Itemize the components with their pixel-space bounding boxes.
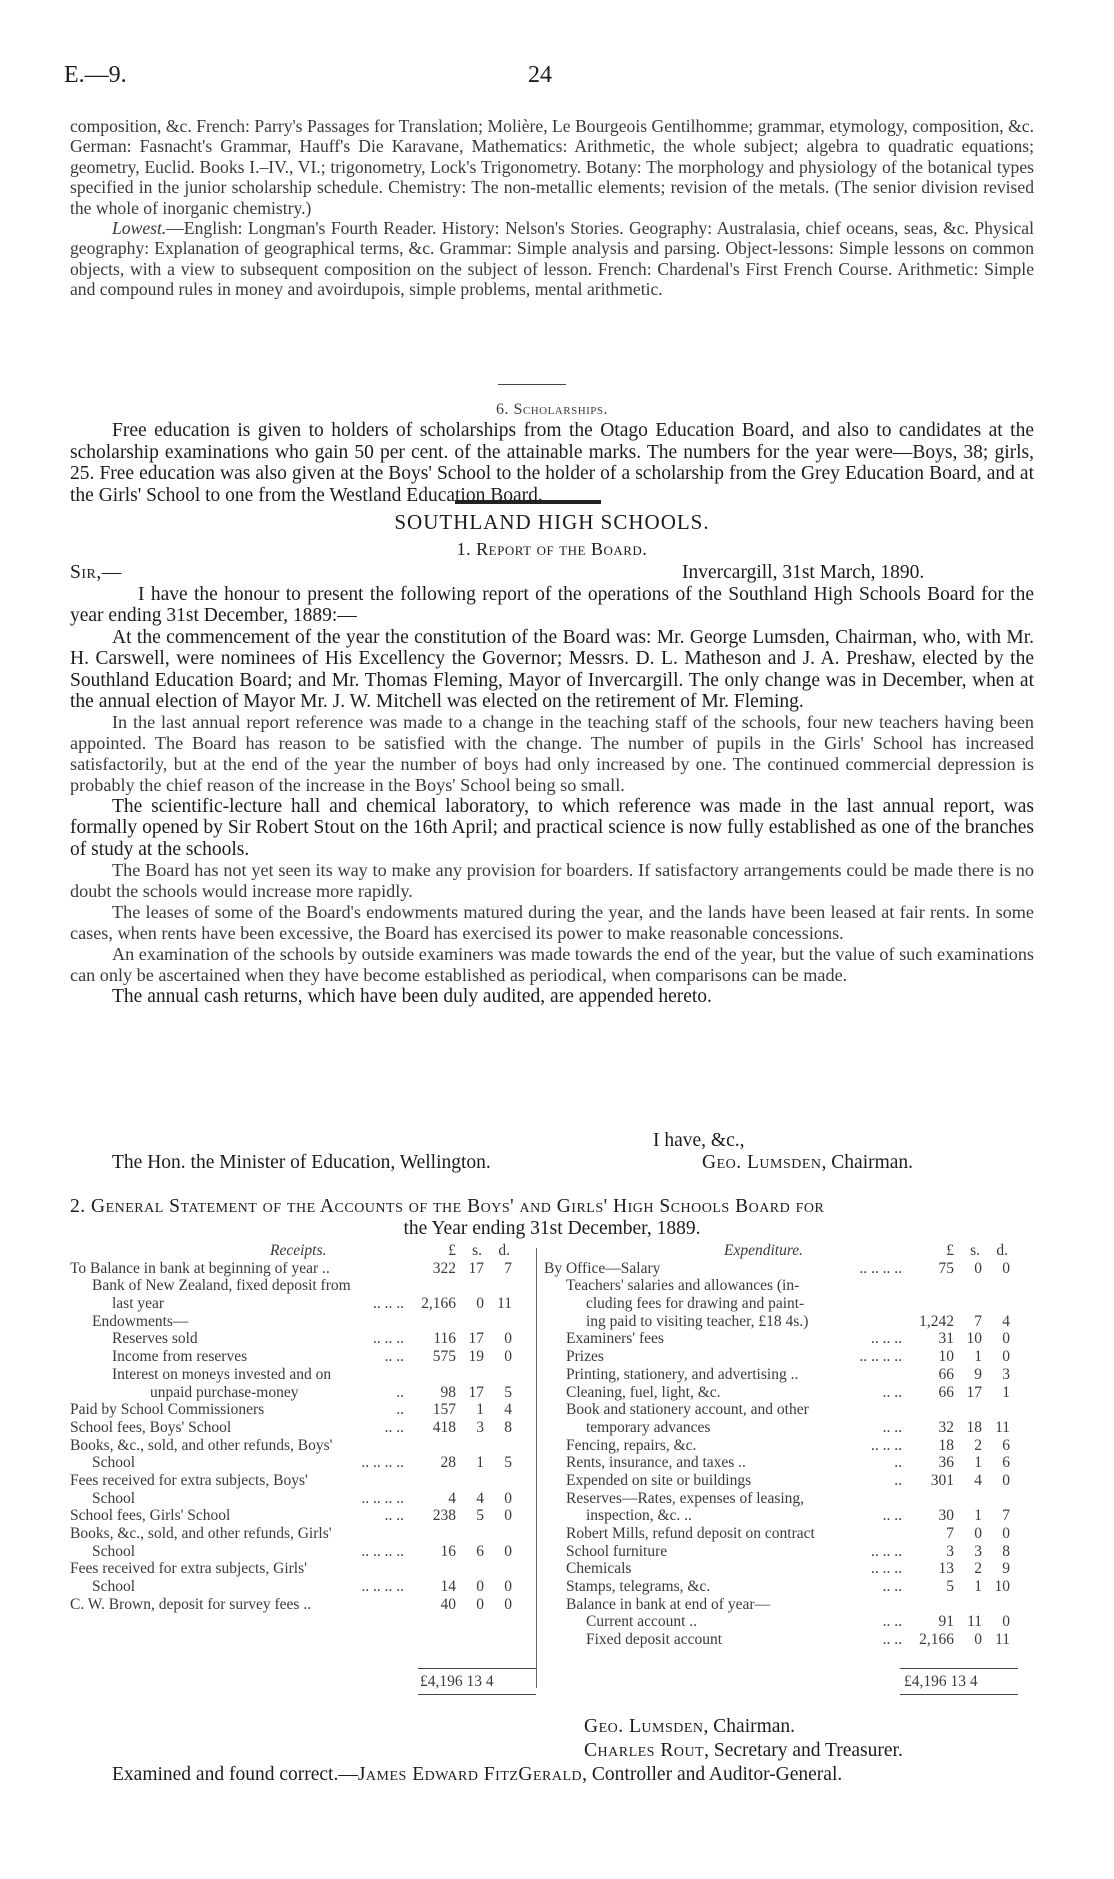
amount-pounds: 30 [938,1507,954,1525]
amount-pounds: 66 [938,1365,954,1383]
row-label: Paid by School Commissioners [70,1401,265,1419]
report-body [70,584,1034,1007]
lowest-label: Lowest. [112,218,167,239]
leader-dots: .. .. [882,1613,902,1631]
row-label: temporary advances [586,1418,711,1436]
leader-dots: .. .. .. [871,1330,902,1348]
row-label: School fees, Girls' School [70,1507,231,1525]
row-label: Endowments— [92,1312,189,1330]
receipts-total-rule [418,1668,536,1669]
row-label: Books, &c., sold, and other refunds, Girls' [70,1525,332,1542]
amount-shillings: 2 [974,1436,982,1454]
table-row [70,1260,540,1278]
amount-pounds: 575 [432,1348,456,1366]
amount-pence: 11 [995,1631,1010,1649]
row-label: School [92,1489,136,1507]
lowest-text: —English: Longman's Fourth Reader. History: Nelson's Stories. Geography: Australasia, chief oceans, seas, &c. Physical geography: Explanation of geographical terms, &c. Grammar: Simple analysis and parsing. Object-lessons: Simple lessons on common objects, with a view to subsequent composition on the subject of lesson. French: Chardenal's First French Course. Arithmetic: Simple and compound rules in money and avoirdupois, simple problems, mental arithmetic. [70,218,1034,300]
otago-curriculum [70,116,1034,300]
amount-shillings: 1 [974,1348,982,1366]
amount-pence: 5 [504,1454,512,1472]
amount-shillings: 3 [974,1542,982,1560]
leader-dots: .. .. .. .. [859,1259,902,1277]
amount-pence: 0 [504,1348,512,1366]
amount-shillings: 1 [476,1401,484,1419]
amount-pounds: 14 [440,1578,456,1596]
row-label: School furniture [566,1542,668,1560]
amount-pounds: 91 [938,1613,954,1631]
expenditure-total-underline [900,1694,1018,1695]
leader-dots: .. .. [384,1348,404,1366]
row-label: Stamps, telegrams, &c. [566,1578,711,1596]
amount-shillings: 1 [974,1578,982,1596]
amount-pence: 11 [995,1418,1010,1436]
table-row [70,1490,540,1508]
row-label: Examiners' fees [566,1330,664,1348]
amount-pence: 0 [504,1542,512,1560]
amount-shillings: 5 [476,1507,484,1525]
row-label: Rents, insurance, and taxes .. [566,1454,746,1472]
amount-pence: 0 [504,1489,512,1507]
signature-role: , Chairman. [821,1152,914,1173]
row-label: Fixed deposit account [586,1631,723,1649]
leader-dots: .. .. .. .. [361,1489,404,1507]
row-label: Bank of New Zealand, fixed deposit from [92,1277,351,1295]
table-row [544,1419,1014,1437]
table-row [544,1472,1014,1490]
amount-pounds: 66 [938,1383,954,1401]
report-paragraph: At the commencement of the year the constitution of the Board was: Mr. George Lumsden, Chairman, who, with Mr. H. Carswell, were nominees of His Excellency the Governor; Messrs. D. L. Matheson and J. A. Preshaw, elected by the Southland Education Board; and Mr. Thomas Fleming, Mayor of Invercargill. The only change was in December, when at the annual election of Mayor Mr. J. W. Mitchell was elected on the retirement of Mr. Fleming. [70,626,1034,713]
amount-pence: 0 [504,1595,512,1613]
amount-pence: 10 [994,1578,1010,1596]
row-label: C. W. Brown, deposit for survey fees .. [70,1595,312,1613]
table-row [70,1472,540,1490]
amount-pounds: 3 [946,1542,954,1560]
auditor-name: James Edward FitzGerald [357,1764,583,1785]
report-paragraph: The leases of some of the Board's endowments matured during the year, and the lands have been leased at fair rents. In some cases, when rents have been excessive, the Board has exercised its power to make reasonable concessions. [70,902,1034,943]
secretary-role: , Secretary and Treasurer. [704,1740,903,1761]
amount-pounds: 1,242 [919,1312,954,1330]
statement-heading-line2: the Year ending 31st December, 1889. [403,1218,701,1239]
table-row [544,1560,1014,1578]
amount-pence: 0 [504,1578,512,1596]
amount-pence: 0 [1002,1330,1010,1348]
amount-pounds: 13 [938,1560,954,1578]
auditor-role: , Controller and Auditor-General. [582,1764,843,1785]
report-paragraph: I have the honour to present the following report of the operations of the Southland High Schools Board for the year ending 31st December, 1889:— [70,584,1034,627]
report-paragraph: In the last annual report reference was made to a change in the teaching staff of the schools, four new teachers having been appointed. The Board has reason to be satisfied with the change. The number of pupils in the Girls' School has increased satisfactorily, but at the end of the year the number of boys had only increased by one. The continued commercial depression is probably the chief reason of the increase in the Boys' School being so small. [70,712,1034,796]
row-label: unpaid purchase-money [150,1383,299,1401]
amount-shillings: 0 [974,1525,982,1542]
report-signature [702,1152,913,1173]
amount-pence: 6 [1002,1436,1010,1454]
table-row [544,1348,1014,1366]
expenditure-header [544,1242,1014,1260]
salutation: Sir,— [70,562,122,583]
chairman-name: Geo. Lumsden [584,1716,704,1737]
row-label: School [92,1578,136,1596]
row-label: Prizes [566,1348,604,1366]
table-row [70,1543,540,1561]
amount-pounds: 31 [938,1330,954,1348]
place-date: Invercargill, 31st March, 1890. [682,562,925,583]
amount-shillings: 17 [468,1259,484,1277]
table-row [70,1313,540,1331]
row-label: Fees received for extra subjects, Girls' [70,1560,307,1578]
report-paragraph: An examination of the schools by outside examiners was made towards the end of the year, but the value of such examinations can only be ascertained when they have become established as periodical, when comparisons can be made. [70,943,1034,985]
amount-pounds: 2,166 [421,1295,456,1313]
row-label: Books, &c., sold, and other refunds, Boys' [70,1436,333,1454]
amount-shillings: 0 [974,1631,982,1649]
amount-pounds: 16 [440,1542,456,1560]
amount-pence: 1 [1002,1383,1010,1401]
amount-shillings: 2 [974,1560,982,1578]
amount-pence: 9 [1002,1560,1010,1578]
table-row [70,1525,540,1543]
row-label: Reserves sold [112,1330,198,1348]
leader-dots: .. .. [882,1507,902,1525]
table-row [70,1330,540,1348]
amount-shillings: 17 [468,1330,484,1348]
leader-dots: .. .. .. .. [859,1348,902,1366]
receipts-total: £4,196 13 4 [420,1673,494,1690]
chairman-signoff [584,1716,795,1737]
table-row [544,1631,1014,1649]
amount-shillings: 17 [966,1383,982,1401]
amount-pence: 4 [504,1401,512,1419]
table-row [544,1543,1014,1561]
examined-text: Examined and found correct.— [112,1764,358,1785]
amount-shillings: 18 [966,1418,982,1436]
amount-pounds: 418 [432,1418,456,1436]
amount-pounds: 301 [930,1471,954,1489]
amount-pounds: 75 [938,1259,954,1277]
table-row [70,1295,540,1313]
table-row [70,1437,540,1455]
amount-shillings: 4 [974,1471,982,1489]
amount-pence: 5 [504,1383,512,1401]
row-label: Fencing, repairs, &c. [566,1436,697,1454]
amount-shillings: 17 [468,1383,484,1401]
secretary-name: Charles Rout [584,1740,705,1761]
row-label: School [92,1542,136,1560]
expenditure-total-rule [900,1668,1018,1669]
table-row [544,1366,1014,1384]
receipts-total-underline [418,1694,536,1695]
leader-dots: .. .. .. [373,1330,404,1348]
table-row [544,1330,1014,1348]
table-row [544,1596,1014,1614]
amount-pence: 7 [1002,1507,1010,1525]
addressee: The Hon. the Minister of Education, Wellington. [112,1152,491,1173]
report-subtitle: 1. Report of the Board. [456,539,648,559]
row-label: Reserves—Rates, expenses of leasing, [566,1489,805,1507]
salutation-line [70,562,1034,583]
leader-dots: .. .. .. [373,1295,404,1313]
row-label: Robert Mills, refund deposit on contract [566,1525,815,1542]
leader-dots: .. .. .. [871,1560,902,1578]
amount-shillings: 19 [468,1348,484,1366]
amount-pence: 4 [1002,1312,1010,1330]
report-paragraph: The annual cash returns, which have been duly audited, are appended hereto. [112,985,712,1007]
col-s-header: s. [472,1242,482,1259]
row-label: cluding fees for drawing and paint- [586,1295,805,1313]
row-label: Expended on site or buildings [566,1471,752,1489]
table-row [544,1525,1014,1543]
table-row [544,1490,1014,1508]
table-row [544,1578,1014,1596]
amount-pence: 0 [1002,1259,1010,1277]
table-row [544,1277,1014,1295]
col-d-header: d. [498,1242,510,1259]
closing: I have, &c., [653,1130,745,1151]
col-pound-header: £ [946,1242,954,1259]
table-row [70,1578,540,1596]
row-label: Chemicals [566,1560,632,1578]
leader-dots: .. .. .. .. [361,1578,404,1596]
amount-pounds: 2,166 [919,1631,954,1649]
section-divider [498,384,566,385]
amount-pounds: 40 [440,1595,456,1613]
leader-dots: .. .. .. [871,1436,902,1454]
southland-title: SOUTHLAND HIGH SCHOOLS. [394,510,710,534]
amount-shillings: 4 [476,1489,484,1507]
amount-pence: 0 [1002,1525,1010,1542]
amount-pence: 7 [504,1259,512,1277]
amount-pounds: 238 [432,1507,456,1525]
table-row [70,1419,540,1437]
row-label: Interest on moneys invested and on [112,1365,332,1383]
amount-shillings: 0 [476,1578,484,1596]
table-row [544,1613,1014,1631]
row-label: inspection, &c. .. [586,1507,692,1525]
amount-pence: 0 [504,1507,512,1525]
leader-dots: .. .. [882,1631,902,1649]
table-row [544,1507,1014,1525]
table-row [544,1437,1014,1455]
amount-pence: 6 [1002,1454,1010,1472]
amount-pounds: 322 [432,1259,456,1277]
amount-pence: 0 [1002,1348,1010,1366]
col-pound-header: £ [448,1242,456,1259]
page-number: 24 [528,62,552,88]
leader-dots: .. .. [384,1418,404,1436]
amount-pounds: 28 [440,1454,456,1472]
scholarships-section [70,400,1034,506]
amount-shillings: 1 [476,1454,484,1472]
leader-dots: .. .. .. [871,1542,902,1560]
table-row [544,1260,1014,1278]
amount-pounds: 116 [433,1330,456,1348]
amount-pounds: 4 [448,1489,456,1507]
signature-name: Geo. Lumsden [702,1152,822,1173]
table-row [70,1596,540,1614]
amount-pounds: 157 [432,1401,456,1419]
statement-heading-line1: 2. General Statement of the Accounts of the Boys' and Girls' High Schools Board for [70,1196,825,1217]
leader-dots: .. .. [384,1507,404,1525]
amount-shillings: 11 [967,1613,982,1631]
amount-pence: 0 [504,1330,512,1348]
chairman-role: , Chairman. [703,1716,796,1737]
amount-pounds: 7 [946,1525,954,1542]
amount-shillings: 0 [476,1295,484,1313]
scholarships-paragraph: Free education is given to holders of scholarships from the Otago Education Board, and also to candidates at the scholarship examinations who gain 50 per cent. of the attainable marks. The numbers for the year were—Boys, 38; girls, 25. Free education was also given at the Boys' School to the holder of a scholarship from the Grey Education Board, and at the Girls' School to one from the Westland Education Board. [70,420,1034,506]
receipts-label: Receipts. [270,1242,327,1259]
row-label: School [92,1454,136,1472]
amount-pence: 8 [1002,1542,1010,1560]
amount-shillings: 10 [966,1330,982,1348]
leader-dots: .. .. .. .. [361,1542,404,1560]
table-row [70,1348,540,1366]
amount-pounds: 5 [946,1578,954,1596]
expenditure-table [544,1242,1014,1649]
expenditure-total: £4,196 13 4 [904,1673,978,1690]
auditor-line [112,1764,842,1785]
upper-division-paragraph: composition, &c. French: Parry's Passages for Translation; Molière, Le Bourgeois Gentilhomme; grammar, etymology, composition, &c. German: Fasnacht's Grammar, Hauff's Die Karavane, Mathematics: Arithmetic, the whole subject; algebra to quadratic equations; geometry, Euclid. Books I.–IV., VI.; trigonometry, Lock's Trigonometry. Botany: The morphology and physiology of the botanical types specified in the junior scholarship schedule. Chemistry: The non-metallic elements; revision of the metals. (The senior division revised the whole of inorganic chemistry.) [70,116,1034,218]
table-row [544,1384,1014,1402]
leader-dots: .. [396,1383,404,1401]
table-row [544,1313,1014,1331]
leader-dots: .. .. [882,1383,902,1401]
table-row [70,1384,540,1402]
row-label: Income from reserves [112,1348,248,1366]
leader-dots: .. [396,1401,404,1419]
col-s-header: s. [970,1242,980,1259]
amount-pence: 0 [1002,1471,1010,1489]
amount-pounds: 98 [440,1383,456,1401]
amount-pence: 3 [1002,1365,1010,1383]
row-label: last year [112,1295,165,1313]
row-label: By Office—Salary [544,1259,661,1277]
table-row [544,1401,1014,1419]
row-label: ing paid to visiting teacher, £18 4s.) [586,1312,809,1330]
table-row [70,1366,540,1384]
amount-pounds: 32 [938,1418,954,1436]
thick-divider [455,500,601,504]
table-row [544,1454,1014,1472]
amount-pence: 0 [1002,1613,1010,1631]
amount-pounds: 10 [938,1348,954,1366]
leader-dots: .. .. .. .. [361,1454,404,1472]
table-row [70,1507,540,1525]
amount-shillings: 7 [974,1312,982,1330]
report-paragraph: The Board has not yet seen its way to make any provision for boarders. If satisfactory arrangements could be made there is no doubt the schools would increase more rapidly. [70,860,1034,902]
row-label: Balance in bank at end of year— [566,1595,770,1613]
row-label: Teachers' salaries and allowances (in- [566,1277,800,1295]
row-label: Current account .. [586,1613,698,1631]
amount-pounds: 36 [938,1454,954,1472]
leader-dots: .. .. [882,1418,902,1436]
row-label: Printing, stationery, and advertising .. [566,1365,799,1383]
table-row [70,1277,540,1295]
table-row [70,1560,540,1578]
amount-shillings: 9 [974,1365,982,1383]
col-d-header: d. [996,1242,1008,1259]
row-label: School fees, Boys' School [70,1418,232,1436]
expenditure-label: Expenditure. [724,1242,804,1259]
amount-shillings: 3 [476,1418,484,1436]
column-divider [536,1248,537,1688]
table-row [70,1401,540,1419]
amount-shillings: 1 [974,1454,982,1472]
amount-shillings: 6 [476,1542,484,1560]
amount-pence: 11 [497,1295,512,1313]
secretary-signoff [584,1740,903,1761]
leader-dots: .. [894,1471,902,1489]
page-code: E.—9. [64,62,127,88]
table-row [70,1454,540,1472]
row-label: Cleaning, fuel, light, &c. [566,1383,721,1401]
scholarships-heading: 6. Scholarships. [495,401,609,418]
row-label: To Balance in bank at beginning of year .. [70,1259,330,1277]
amount-pounds: 18 [938,1436,954,1454]
receipts-header [70,1242,540,1260]
amount-shillings: 0 [974,1259,982,1277]
lowest-division-paragraph [70,218,1034,300]
row-label: Book and stationery account, and other [566,1401,809,1419]
row-label: Fees received for extra subjects, Boys' [70,1471,308,1489]
leader-dots: .. [894,1454,902,1472]
table-row [544,1295,1014,1313]
amount-shillings: 0 [476,1595,484,1613]
receipts-table [70,1242,540,1613]
leader-dots: .. .. [882,1578,902,1596]
report-paragraph: The scientific-lecture hall and chemical laboratory, to which reference was made in the last annual report, was formally opened by Sir Robert Stout on the 16th April; and practical science is now fully established as one of the branches of study at the schools. [70,796,1034,860]
amount-shillings: 1 [974,1507,982,1525]
amount-pence: 8 [504,1418,512,1436]
